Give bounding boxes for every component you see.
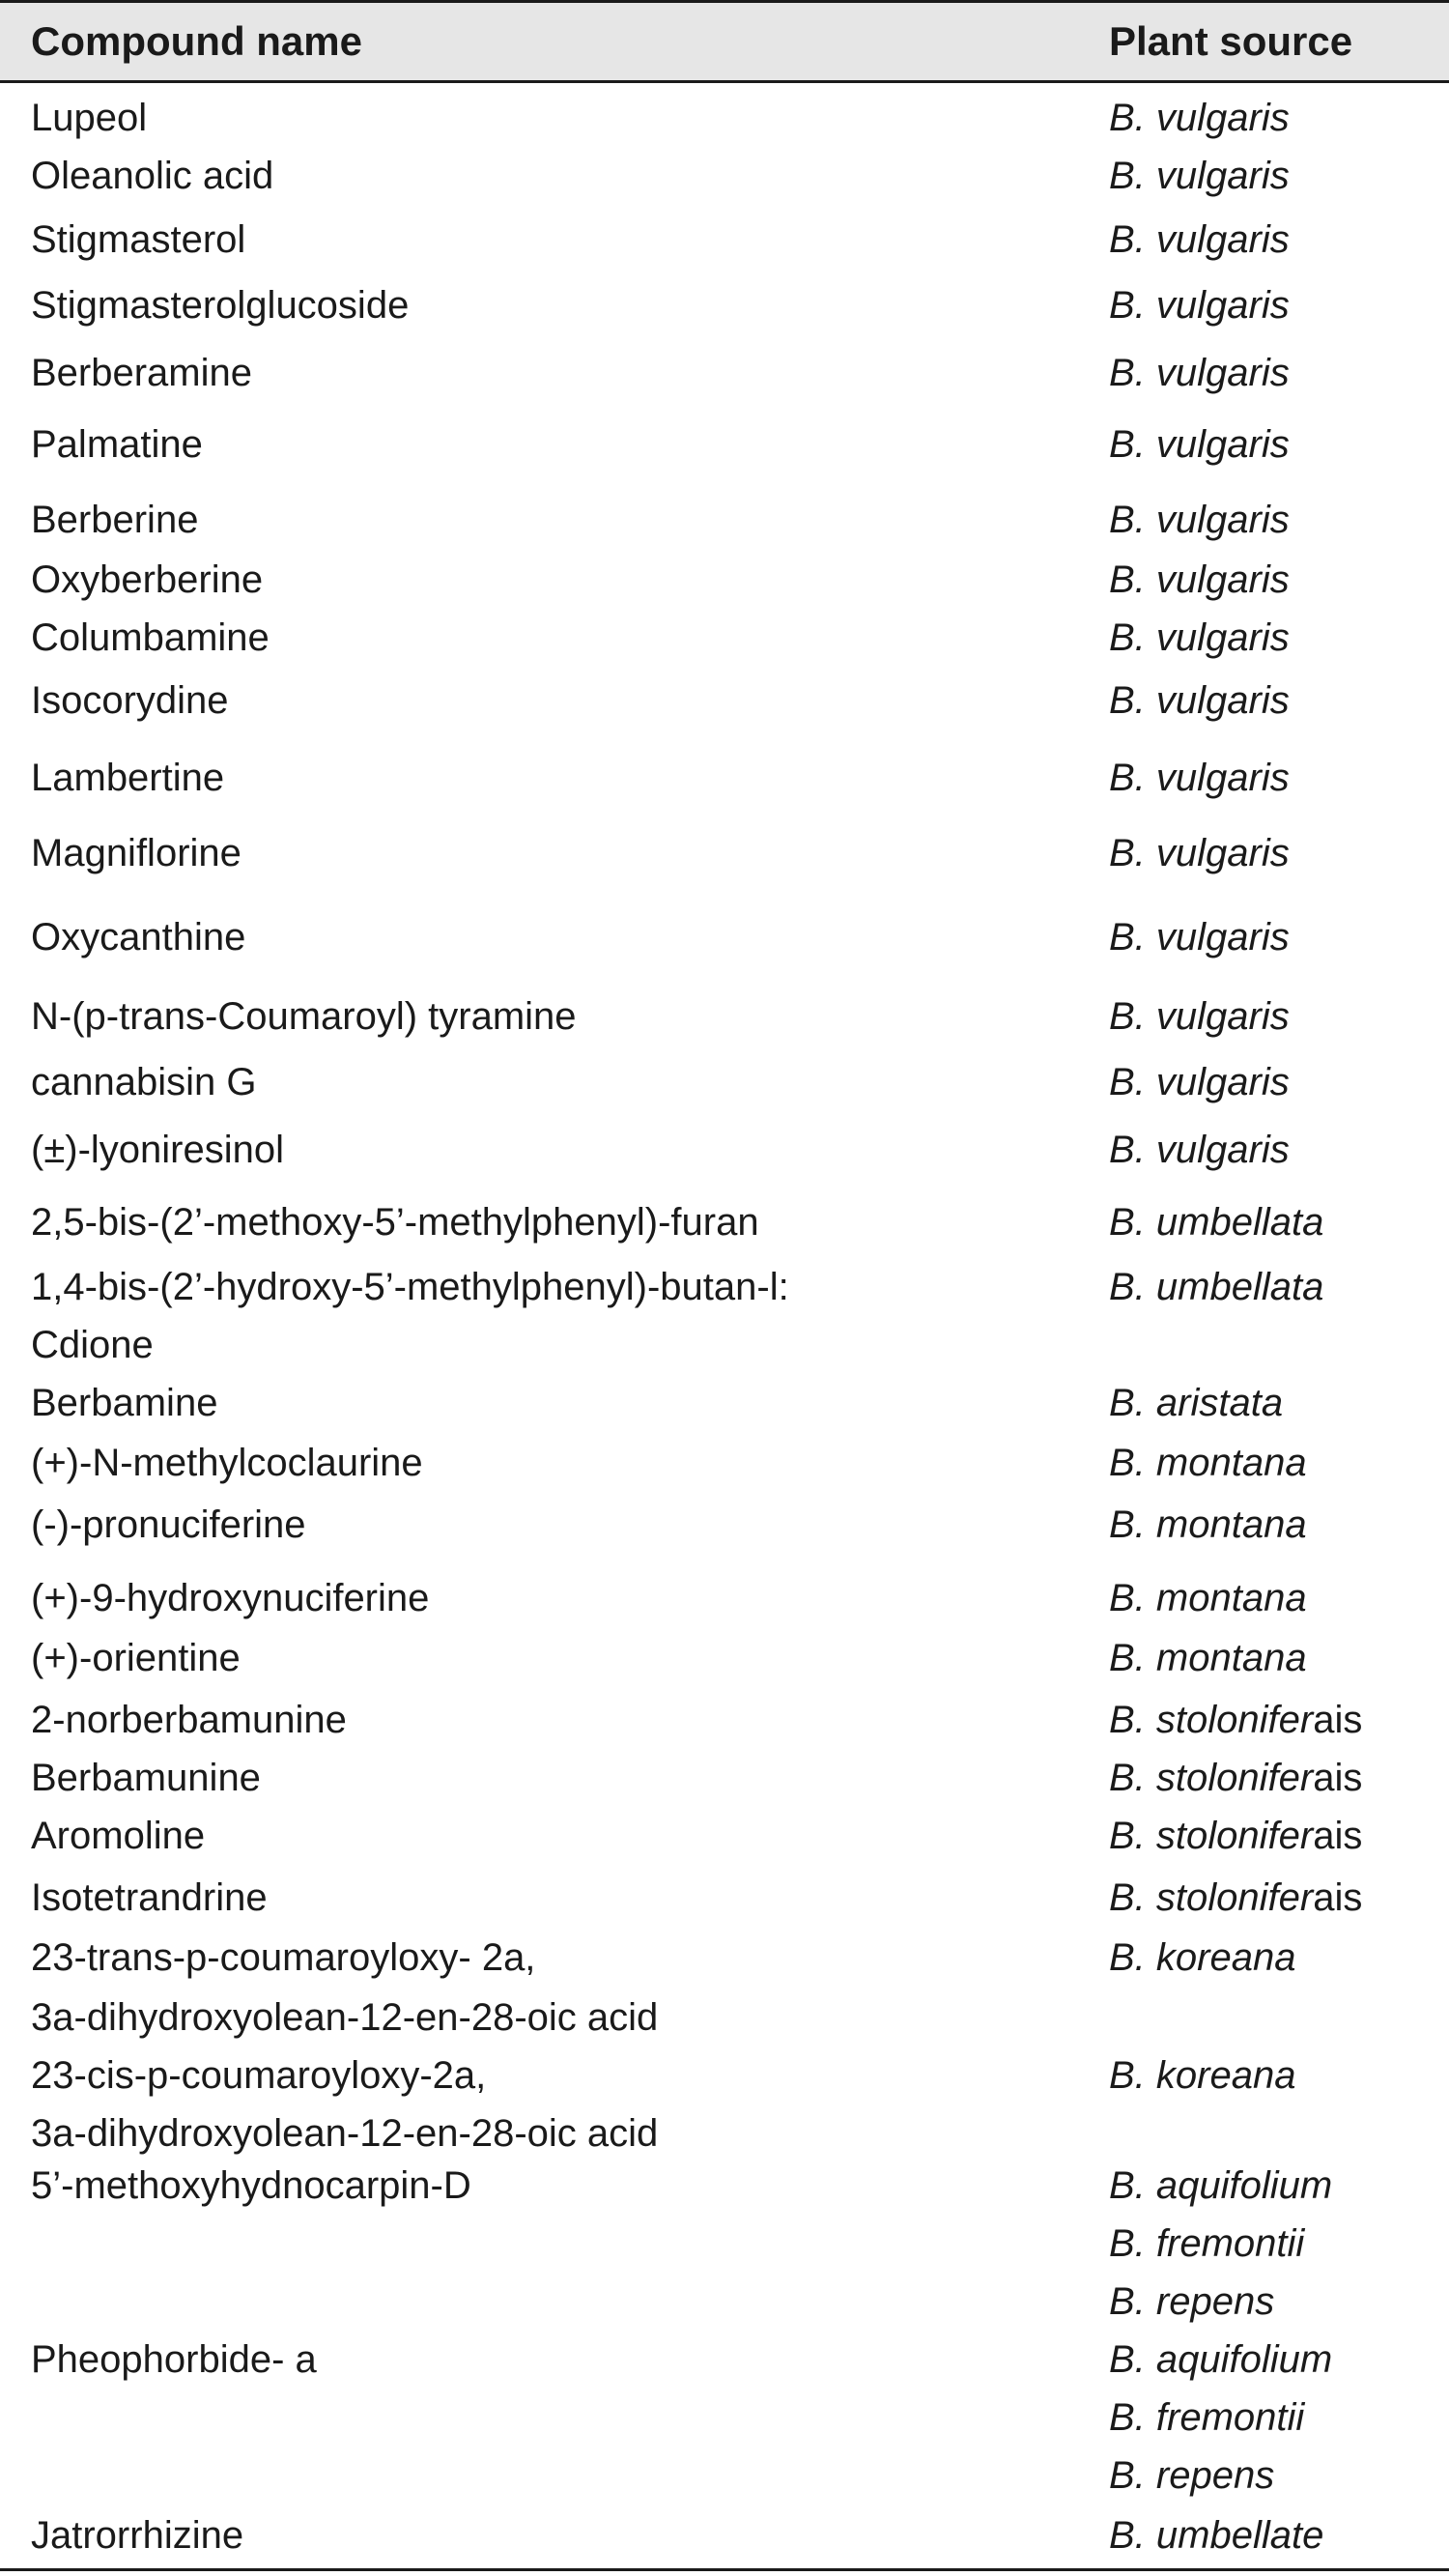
plant-source-cell: [1109, 147, 1290, 205]
plant-source-cell: [1109, 1053, 1290, 1111]
plant-source-text: B. aristata: [1109, 1382, 1284, 1424]
plant-source-text: B. montana: [1109, 1577, 1307, 1619]
plant-source-cell: [1109, 2157, 1332, 2215]
plant-source-text: B. vulgaris: [1109, 155, 1290, 197]
plant-source-suffix: ais: [1313, 1757, 1363, 1799]
plant-source-cell: [1109, 491, 1290, 549]
compound-name-cell: Cdione: [31, 1324, 154, 1366]
compound-name-cell: Jatrorrhizine: [31, 2514, 244, 2557]
plant-source-text: B. repens: [1109, 2280, 1275, 2323]
compound-name-cell: Lupeol: [31, 97, 148, 139]
plant-source-cell: [1109, 1807, 1362, 1865]
compound-name-cell: 23-trans-p-coumaroyloxy- 2a,: [31, 1936, 536, 1979]
plant-source-cell: [1109, 672, 1290, 730]
compound-name-cell: Stigmasterolglucoside: [31, 284, 410, 327]
plant-source-cell: [1109, 1869, 1362, 1927]
compound-name-cell: Pheophorbide- a: [31, 2338, 317, 2381]
compound-name-cell: cannabisin G: [31, 1061, 257, 1103]
plant-source-cell: [1109, 1929, 1295, 1987]
plant-source-suffix: ais: [1313, 1815, 1363, 1857]
plant-source-text: B. stolonifer: [1109, 1815, 1314, 1857]
compound-name-cell: (-)-pronuciferine: [31, 1503, 306, 1546]
compound-name-cell: Magniflorine: [31, 832, 242, 874]
compound-name-cell: (+)-N-methylcoclaurine: [31, 1442, 423, 1484]
plant-source-cell: [1109, 1569, 1307, 1627]
compound-name-cell: Berbamine: [31, 1382, 218, 1424]
compound-name-cell: Oxyberberine: [31, 558, 264, 601]
plant-source-text: B. vulgaris: [1109, 916, 1290, 959]
plant-source-text: B. vulgaris: [1109, 757, 1290, 799]
plant-source-cell: [1109, 749, 1290, 807]
header-compound-name: Compound name: [31, 18, 362, 64]
plant-source-cell: [1109, 2046, 1295, 2104]
plant-source-cell: [1109, 276, 1290, 334]
plant-source-suffix: ais: [1313, 1699, 1363, 1741]
compound-name-cell: 5’-methoxyhydnocarpin-D: [31, 2164, 471, 2207]
plant-source-text: B. umbellate: [1109, 2514, 1324, 2557]
plant-source-cell: [1109, 2506, 1323, 2564]
plant-source-cell: [1109, 89, 1290, 147]
plant-source-text: B. vulgaris: [1109, 423, 1290, 466]
compound-name-cell: Stigmasterol: [31, 218, 246, 261]
compound-name-cell: Berberine: [31, 499, 199, 541]
plant-source-cell: [1109, 344, 1290, 402]
compound-name-cell: Isotetrandrine: [31, 1876, 268, 1919]
plant-source-cell: [1109, 2215, 1304, 2273]
plant-source-cell: [1109, 415, 1290, 473]
compound-name-cell: Berberamine: [31, 352, 253, 394]
plant-source-cell: [1109, 211, 1290, 269]
plant-source-cell: [1109, 1258, 1323, 1316]
plant-source-cell: [1109, 1374, 1283, 1432]
plant-source-cell: [1109, 824, 1290, 882]
plant-source-text: B. stolonifer: [1109, 1876, 1314, 1919]
plant-source-cell: [1109, 987, 1290, 1045]
plant-source-text: B. koreana: [1109, 2054, 1296, 2097]
plant-source-text: B. repens: [1109, 2454, 1275, 2497]
compound-name-cell: Palmatine: [31, 423, 203, 466]
compound-name-cell: Isocorydine: [31, 679, 229, 722]
plant-source-text: B. montana: [1109, 1442, 1307, 1484]
plant-source-text: B. aquifolium: [1109, 2338, 1333, 2381]
plant-source-text: B. montana: [1109, 1637, 1307, 1679]
compound-name-cell: (+)-9-hydroxynuciferine: [31, 1577, 430, 1619]
compound-name-cell: 3a-dihydroxyolean-12-en-28-oic acid: [31, 1996, 659, 2039]
compound-name-cell: (±)-lyoniresinol: [31, 1129, 285, 1171]
compound-name-cell: Oleanolic acid: [31, 155, 274, 197]
compound-name-cell: 3a-dihydroxyolean-12-en-28-oic acid: [31, 2112, 659, 2155]
plant-source-cell: [1109, 2273, 1274, 2331]
compound-name-cell: 2,5-bis-(2’-methoxy-5’-methylphenyl)-furan: [31, 1201, 759, 1244]
plant-source-cell: [1109, 551, 1290, 609]
plant-source-text: B. vulgaris: [1109, 284, 1290, 327]
table-header-rule: [0, 80, 1449, 83]
compound-name-cell: (+)-orientine: [31, 1637, 241, 1679]
plant-source-cell: [1109, 908, 1290, 966]
plant-source-text: B. vulgaris: [1109, 995, 1290, 1038]
plant-source-text: B. koreana: [1109, 1936, 1296, 1979]
plant-source-text: B. montana: [1109, 1503, 1307, 1546]
compound-name-cell: 23-cis-p-coumaroyloxy-2a,: [31, 2054, 487, 2097]
plant-source-text: B. stolonifer: [1109, 1757, 1314, 1799]
plant-source-text: B. aquifolium: [1109, 2164, 1333, 2207]
compound-name-cell: N-(p-trans-Coumaroyl) tyramine: [31, 995, 577, 1038]
compound-name-cell: 2-norberbamunine: [31, 1699, 347, 1741]
table-header: [0, 3, 1449, 80]
plant-source-text: B. fremontii: [1109, 2396, 1305, 2439]
plant-source-text: B. vulgaris: [1109, 352, 1290, 394]
plant-source-cell: [1109, 2447, 1274, 2504]
compound-name-cell: Lambertine: [31, 757, 225, 799]
plant-source-cell: [1109, 1496, 1307, 1554]
plant-source-cell: [1109, 1749, 1362, 1807]
compound-name-cell: 1,4-bis-(2’-hydroxy-5’-methylphenyl)-butan-l:: [31, 1266, 789, 1308]
plant-source-cell: [1109, 1434, 1307, 1492]
plant-source-cell: [1109, 2389, 1304, 2447]
compound-name-cell: Aromoline: [31, 1815, 206, 1857]
table-bottom-rule: [0, 2568, 1449, 2571]
plant-source-suffix: ais: [1313, 1876, 1363, 1919]
plant-source-text: B. vulgaris: [1109, 679, 1290, 722]
plant-source-text: B. umbellata: [1109, 1201, 1324, 1244]
plant-source-cell: [1109, 2331, 1332, 2389]
plant-source-text: B. vulgaris: [1109, 1061, 1290, 1103]
plant-source-text: B. vulgaris: [1109, 616, 1290, 659]
plant-source-cell: [1109, 609, 1290, 667]
compound-name-cell: Columbamine: [31, 616, 270, 659]
plant-source-text: B. vulgaris: [1109, 499, 1290, 541]
plant-source-text: B. vulgaris: [1109, 218, 1290, 261]
compound-name-cell: Oxycanthine: [31, 916, 246, 959]
plant-source-text: B. umbellata: [1109, 1266, 1324, 1308]
plant-source-cell: [1109, 1691, 1362, 1749]
plant-source-cell: [1109, 1629, 1307, 1687]
plant-source-text: B. vulgaris: [1109, 832, 1290, 874]
plant-source-text: B. fremontii: [1109, 2222, 1305, 2265]
plant-source-text: B. vulgaris: [1109, 558, 1290, 601]
plant-source-text: B. stolonifer: [1109, 1699, 1314, 1741]
header-plant-source: Plant source: [1109, 18, 1353, 64]
plant-source-text: B. vulgaris: [1109, 97, 1290, 139]
plant-source-cell: [1109, 1121, 1290, 1179]
plant-source-cell: [1109, 1193, 1323, 1251]
plant-source-text: B. vulgaris: [1109, 1129, 1290, 1171]
compound-name-cell: Berbamunine: [31, 1757, 261, 1799]
